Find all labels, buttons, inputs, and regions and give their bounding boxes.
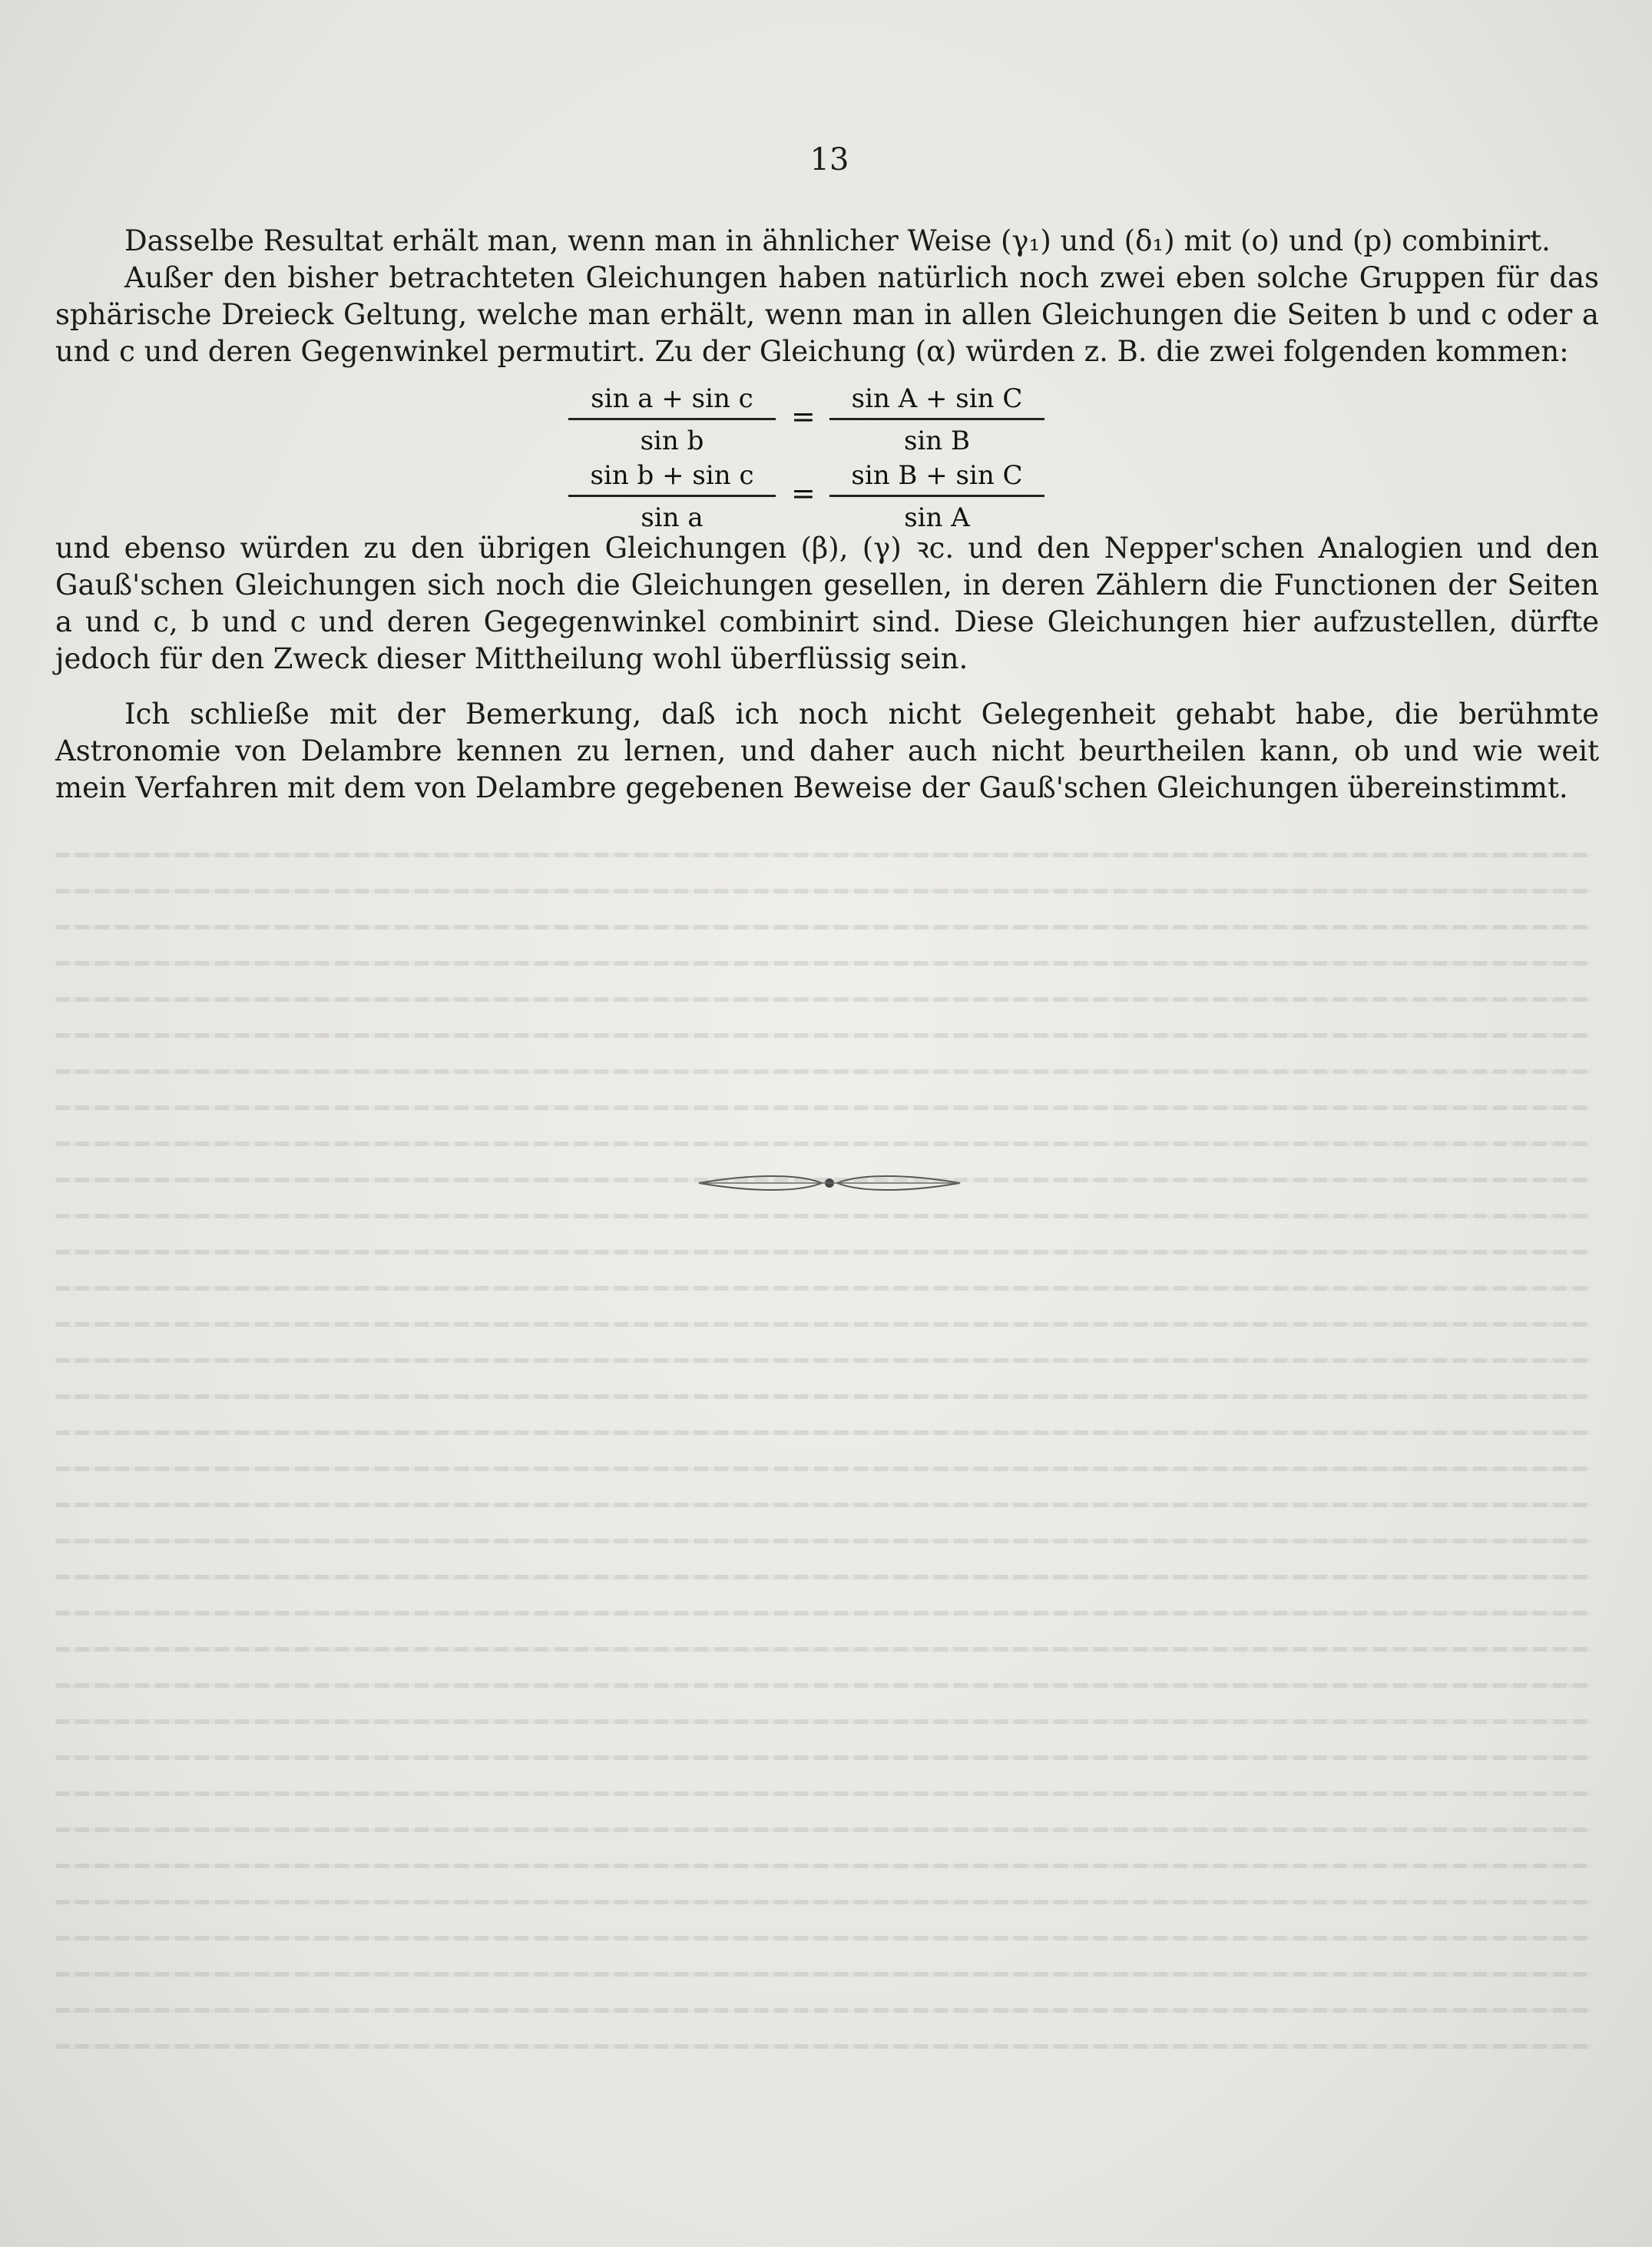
fraction-bar xyxy=(829,495,1045,497)
separator-ornament xyxy=(691,1168,968,1198)
formula-1-left-fraction xyxy=(568,383,776,457)
paragraph-further-equations: und ebenso würden zu den übrigen Gleichungen (β), (γ) ꝛc. und den Nepper'schen Analogien und den Gauß'schen Gleichungen sich noch die Gleichungen gesellen, in deren Zählern die Functionen der Seiten a und c, b und c und deren Gegegenwinkel combinirt sind. Diese Gleichungen hier aufzustellen, dürfte jedoch für den Zweck dieser Mittheilung wohl überflüssig sein. xyxy=(55,532,1599,675)
formula-1-left-denominator: sin b xyxy=(640,426,704,456)
bleed-through-texture xyxy=(55,853,1591,2159)
paragraph-conclusion-text: Ich schließe mit der Bemerkung, daß ich noch nicht Gelegenheit gehabt habe, die berühmte Astronomie von Delambre kennen zu lernen, und daher auch nicht beurtheilen kann, ob und wie weit mein Verfahren mit dem von Delambre gegebenen Beweise der Gauß'schen Gleichungen übereinstimmt. xyxy=(55,698,1599,804)
formula-1-right-denominator: sin B xyxy=(903,426,970,456)
paragraph-result-text: Dasselbe Resultat erhält man, wenn man in ähnlicher Weise (γ₁) und (δ₁) mit (o) und (p) combinirt. xyxy=(124,224,1551,257)
formula-2-right-denominator: sin A xyxy=(904,502,970,533)
paragraph-conclusion xyxy=(55,696,1599,807)
formula-2-right-fraction xyxy=(829,459,1045,534)
fraction-bar xyxy=(829,418,1045,420)
fraction-bar xyxy=(568,495,776,497)
fraction-bar xyxy=(568,418,776,420)
paragraph-result xyxy=(55,223,1599,370)
formula-1-left-numerator: sin a + sin c xyxy=(591,383,753,414)
formula-2-left-denominator: sin a xyxy=(641,502,704,533)
formula-2 xyxy=(568,459,1045,536)
formula-2-right-numerator: sin B + sin C xyxy=(851,460,1023,491)
formula-2-equals: = xyxy=(791,476,816,510)
formula-2-left-numerator: sin b + sin c xyxy=(590,460,754,491)
formula-2-left-fraction xyxy=(568,459,776,534)
formula-1 xyxy=(568,383,1045,459)
formula-1-equals: = xyxy=(791,399,816,433)
formula-1-right-numerator: sin A + sin C xyxy=(851,383,1023,414)
formula-1-right-fraction xyxy=(829,383,1045,457)
paragraph-permutation-text: Außer den bisher betrachteten Gleichungen haben natürlich noch zwei eben solche Gruppen für das sphärische Dreieck Geltung, welche man erhält, wenn man in allen Gleichungen die Seiten b und c oder a und c und deren Gegenwinkel permutirt. Zu der Gleichung (α) würden z. B. die zwei folgenden kommen: xyxy=(55,261,1599,368)
page-number: 13 xyxy=(809,142,849,177)
